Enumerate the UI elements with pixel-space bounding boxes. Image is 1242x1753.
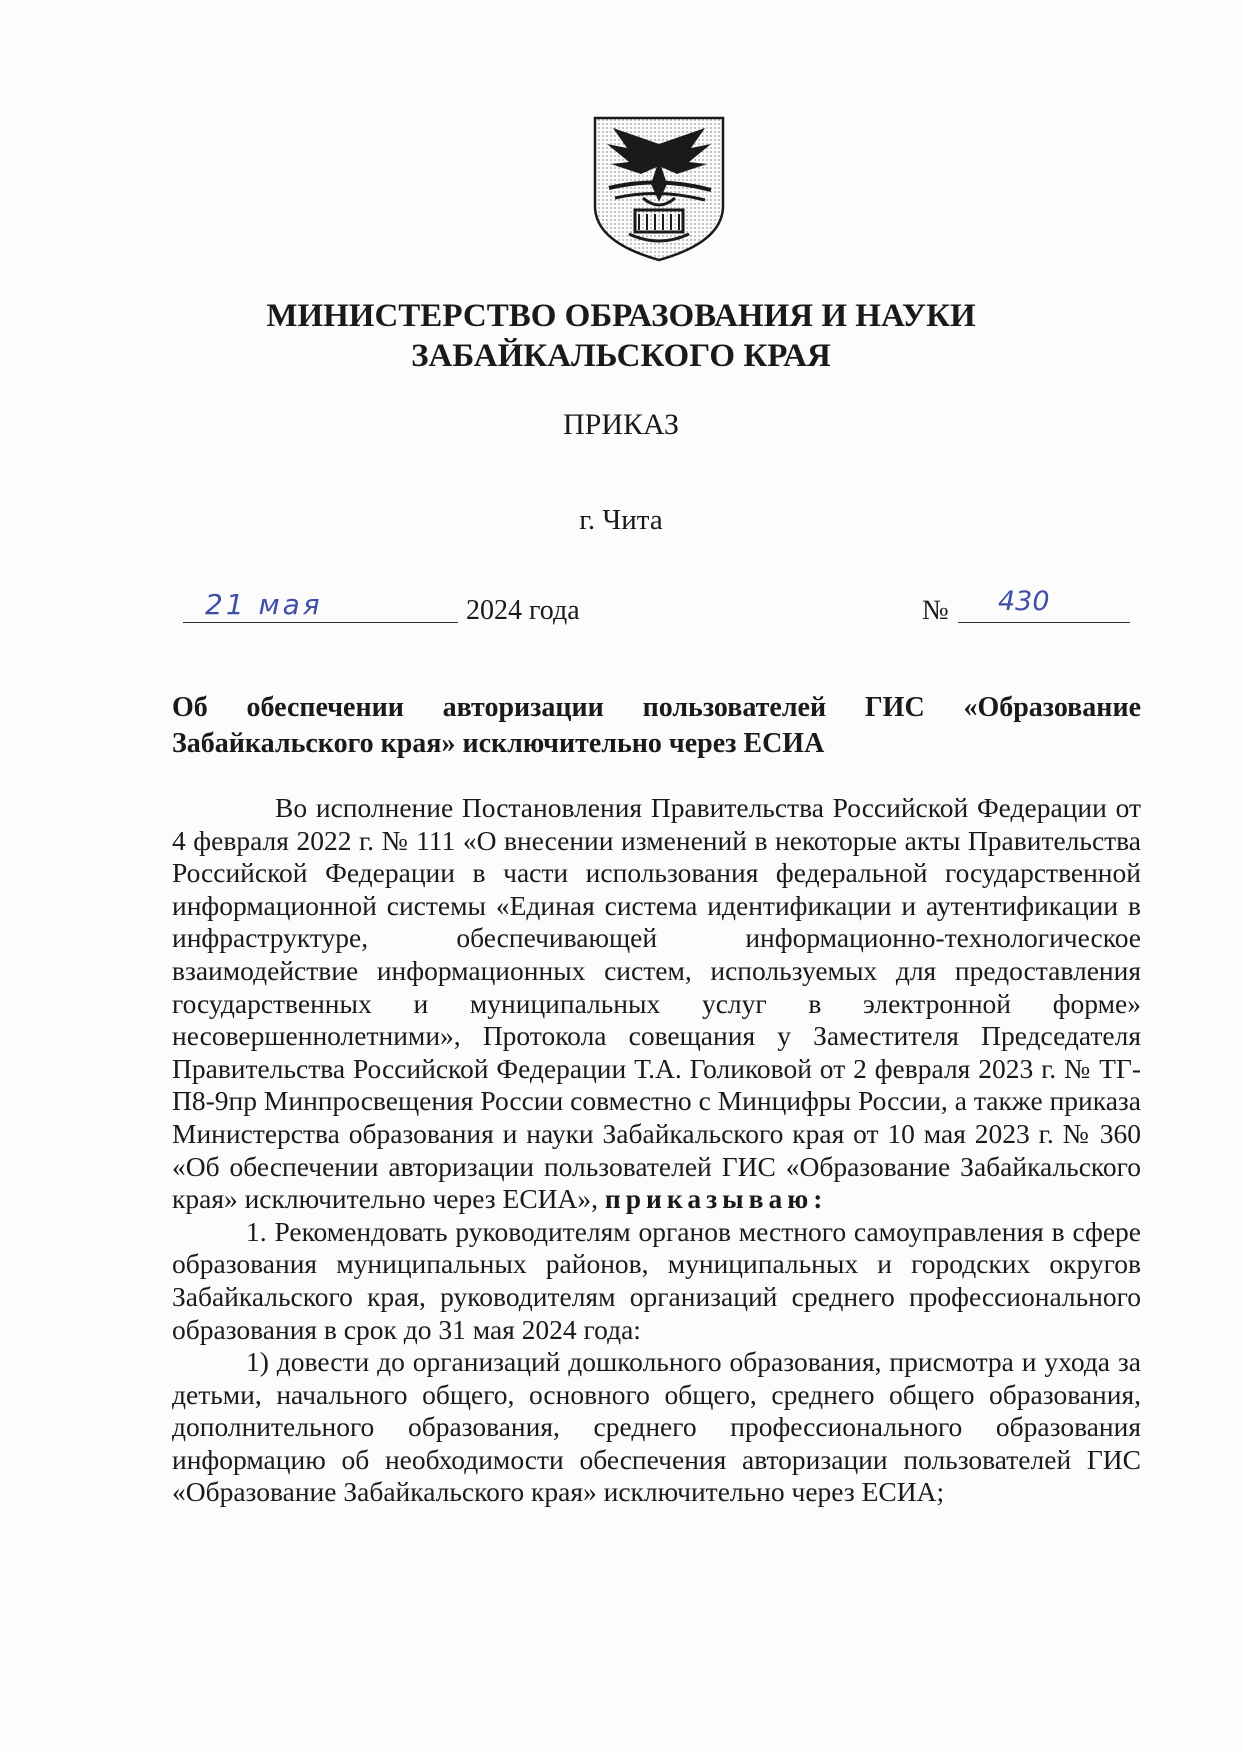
- subitem-1-paragraph: 1) довести до организаций дошкольного образования, присмотра и ухода за детьми, начального общего, основного общего, среднего общего образования, дополнительного образования, среднего профессионального образования информацию об необходимости обеспечения авторизации пользователей ГИС «Образование Забайкальского края» исключительно через ЕСИА;: [172, 1346, 1141, 1508]
- city: г. Чита: [579, 504, 663, 536]
- handwritten-date: 21 мая: [205, 588, 323, 621]
- preamble-paragraph: [172, 792, 1141, 1216]
- date-year: 2024 года: [466, 595, 580, 626]
- coat-of-arms-icon: [589, 114, 729, 264]
- document-type: ПРИКАЗ: [563, 408, 679, 441]
- date-underline: [183, 622, 458, 623]
- item-1-paragraph: 1. Рекомендовать руководителям органов местного самоуправления в сфере образования муниципальных районов, муниципальных и городских округов Забайкальского края, руководителям организаций среднего профессионального образования в срок до 31 мая 2024 года:: [172, 1215, 1141, 1345]
- ministry-name-line2: ЗАБАЙКАЛЬСКОГО КРАЯ: [411, 338, 831, 374]
- number-label: №: [922, 595, 949, 626]
- preamble-text: Во исполнение Постановления Правительства Российской Федерации от 4 февраля 2022 г. № 111 «О внесении изменений в некоторые акты Правительства Российской Федерации в части использования федеральной государственной информационной системы «Единая система идентификации и аутентификации в инфраструктуре, обеспечивающей информационно-технологическое взаимодействие информационных систем, используемых для предоставления государственных и муниципальных услуг в электронной форме» несовершеннолетними», Протокола совещания у Заместителя Председателя Правительства Российской Федерации Т.А. Голиковой от 2 февраля 2023 г. № ТГ-П8-9пр Минпросвещения России совместно с Минцифры России, а также приказа Министерства образования и науки Забайкальского края от 10 мая 2023 г. № 360 «Об обеспечении авторизации пользователей ГИС «Образование Забайкальского края» исключительно через ЕСИА»,: [172, 792, 1141, 1215]
- order-subject: Об обеспечении авторизации пользователей ГИС «Образование Забайкальского края» исключительно через ЕСИА: [172, 692, 1141, 759]
- order-word: приказываю:: [604, 1183, 828, 1215]
- handwritten-number: 430: [998, 586, 1050, 617]
- ministry-name-line1: МИНИСТЕРСТВО ОБРАЗОВАНИЯ И НАУКИ: [266, 298, 976, 334]
- order-body: [172, 792, 1141, 1509]
- number-underline: [958, 622, 1130, 623]
